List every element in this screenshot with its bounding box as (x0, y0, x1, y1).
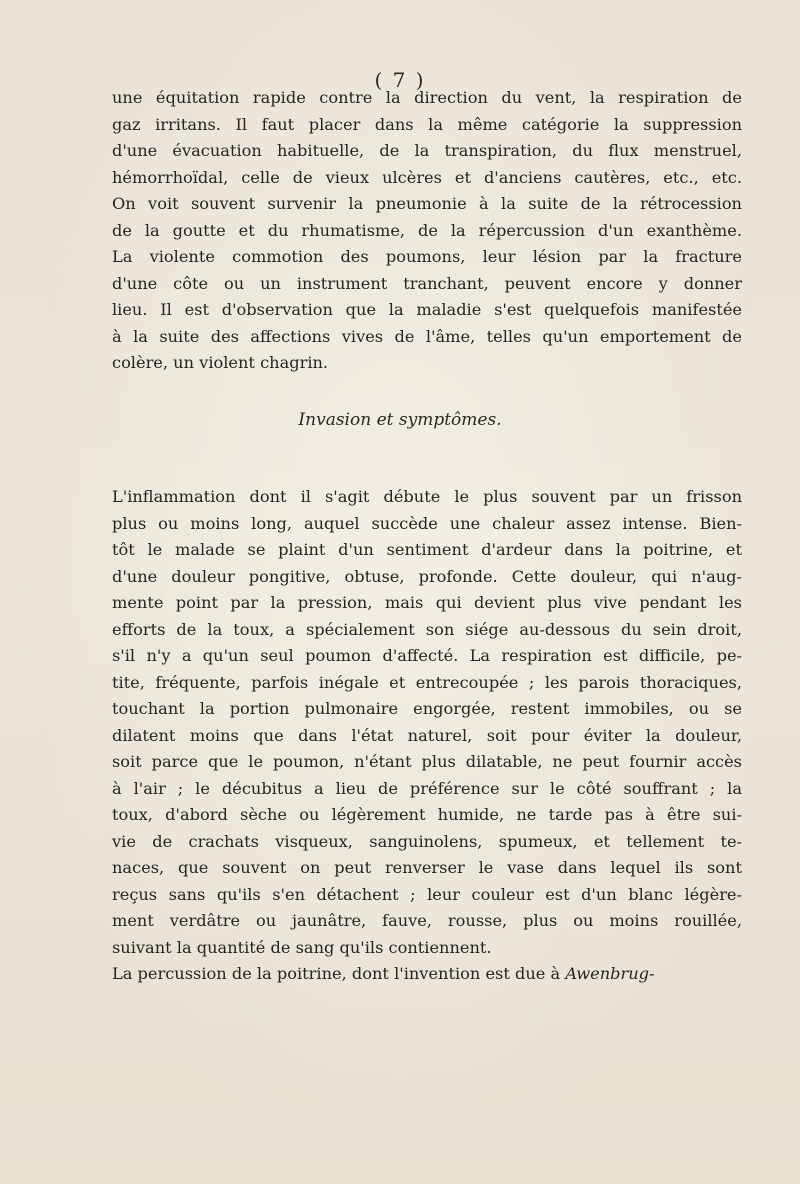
page-number: ( 7 ) (374, 68, 426, 92)
text-line: hémorrhoïdal, celle de vieux ulcères et d'anciens cautères, etc., etc. (112, 167, 742, 187)
text-line: mente point par la pression, mais qui devient plus vive pendant les (112, 593, 742, 612)
text-line: naces, que souvent on peut renverser le vase dans lequel ils sont (112, 858, 742, 877)
text-line: d'une côte ou un instrument tranchant, peuvent encore y donner (112, 273, 742, 293)
text-line: soit parce que le poumon, n'étant plus dilatable, ne peut fournir accès (112, 752, 742, 771)
text-line: On voit souvent survenir la pneumonie à la suite de la rétrocession (112, 194, 742, 213)
text-line: à la suite des affections vives de l'âme, telles qu'un emportement de (112, 326, 742, 346)
paragraph-2 (112, 484, 742, 988)
paragraph-3 (112, 961, 742, 988)
text-line: ment verdâtre ou jaunâtre, fauve, rousse, plus ou moins rouillée, (112, 911, 742, 930)
author-name: Awenbrug- (565, 964, 655, 983)
section-heading: Invasion et symptômes. (298, 410, 502, 430)
text-line: efforts de la toux, a spécialement son siége au-dessous du sein droit, (112, 619, 742, 639)
text-run: La percussion de la poitrine, dont l'invention est due à (112, 964, 566, 983)
text-line: reçus sans qu'ils s'en détachent ; leur couleur est d'un blanc légère- (112, 884, 742, 904)
text-line: L'inflammation dont il s'agit débute le plus souvent par un frisson (112, 487, 742, 506)
text-line: colère, un violent chagrin. (112, 353, 329, 372)
text-line: vie de crachats visqueux, sanguinolens, spumeux, et tellement te- (112, 831, 742, 851)
text-line: d'une douleur pongitive, obtuse, profonde. Cette douleur, qui n'aug- (112, 566, 742, 586)
text-line: La violente commotion des poumons, leur lésion par la fracture (112, 247, 742, 266)
text-line: tite, fréquente, parfois inégale et entrecoupée ; les parois thoraciques, (112, 672, 742, 692)
text-line: lieu. Il est d'observation que la maladie s'est quelquefois manifestée (112, 300, 742, 319)
text-line: tôt le malade se plaint d'un sentiment d'ardeur dans la poitrine, et (112, 540, 742, 559)
paragraph-1 (112, 85, 742, 377)
text-line: à l'air ; le décubitus a lieu de préférence sur le côté souffrant ; la (112, 778, 742, 798)
text-line: plus ou moins long, auquel succède une chaleur assez intense. Bien- (112, 513, 742, 533)
text-line: toux, d'abord sèche ou légèrement humide, ne tarde pas à être sui- (112, 805, 742, 824)
text-line: gaz irritans. Il faut placer dans la même catégorie la suppression (112, 114, 742, 134)
text-line: une équitation rapide contre la direction du vent, la respiration de (112, 88, 742, 107)
text-line: dilatent moins que dans l'état naturel, soit pour éviter la douleur, (112, 725, 742, 745)
text-line: s'il n'y a qu'un seul poumon d'affecté. La respiration est difficile, pe- (112, 646, 742, 665)
text-line: d'une évacuation habituelle, de la transpiration, du flux menstruel, (112, 141, 742, 160)
text-line: suivant la quantité de sang qu'ils contiennent. (112, 937, 492, 957)
text-line: touchant la portion pulmonaire engorgée, restent immobiles, ou se (112, 699, 742, 718)
text-line: de la goutte et du rhumatisme, de la répercussion d'un exanthème. (112, 220, 742, 240)
